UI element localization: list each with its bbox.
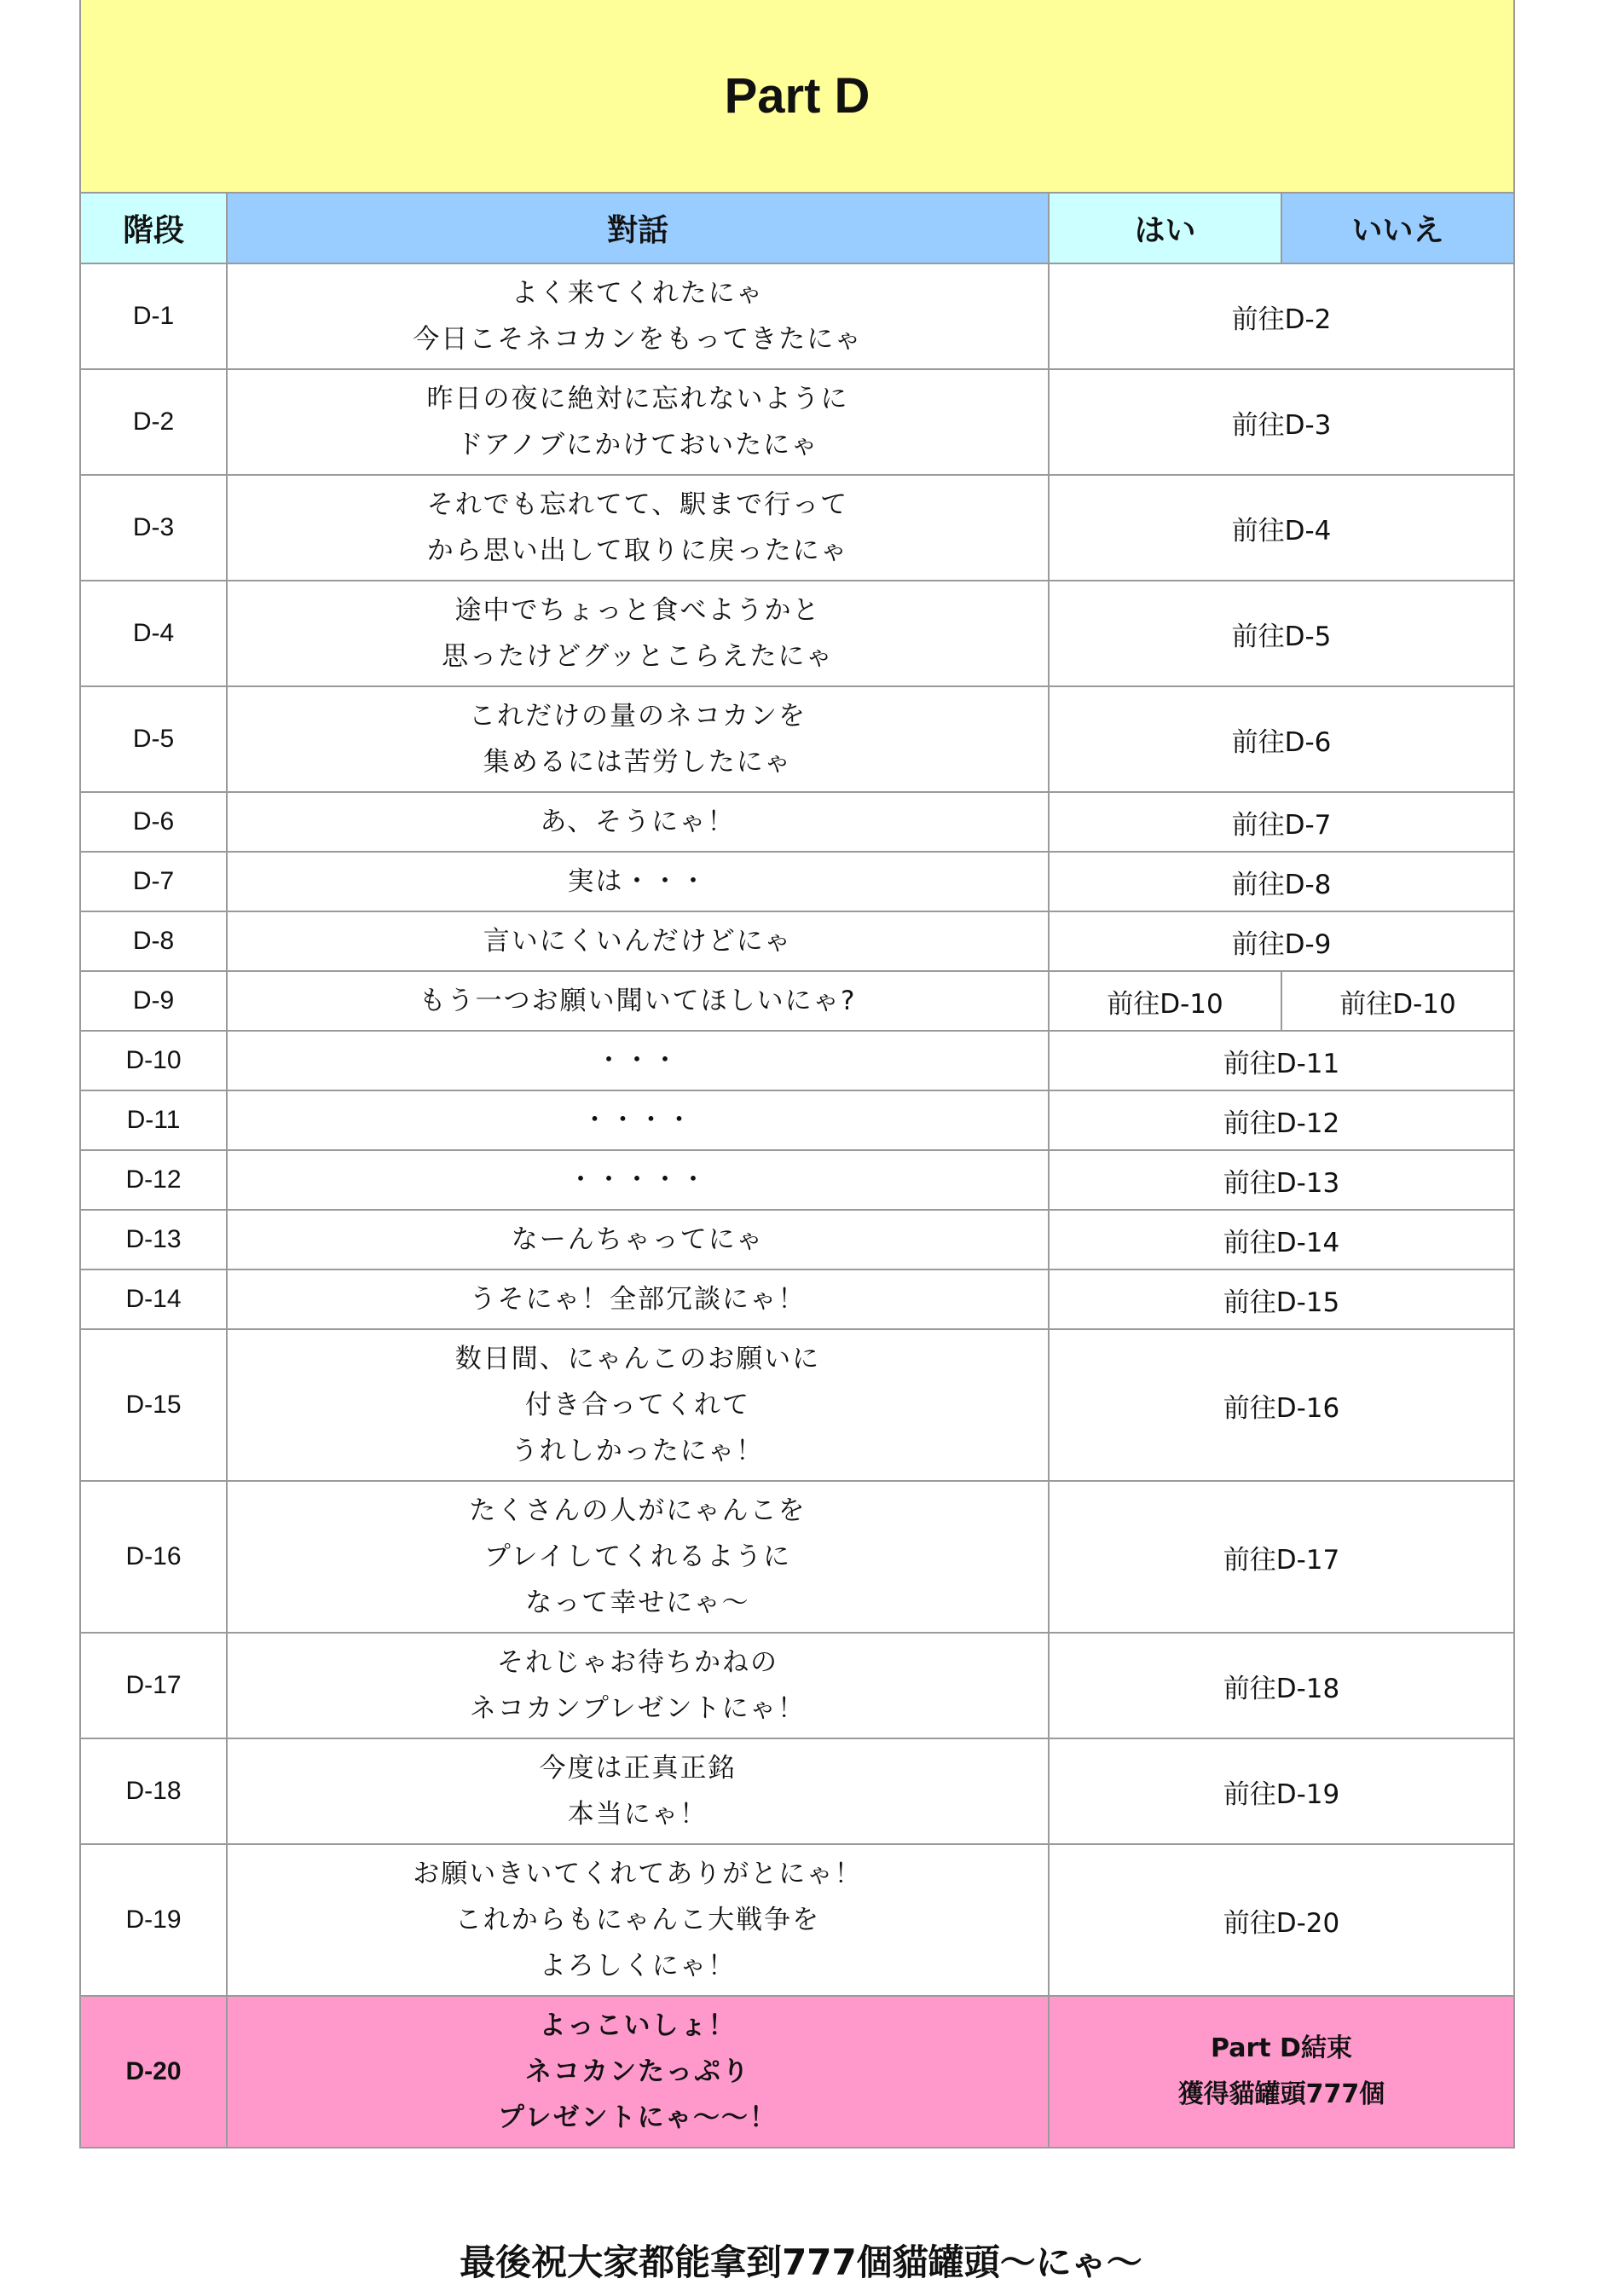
result-cell: 前往D-11: [1049, 1031, 1514, 1090]
table-row: [80, 1329, 1514, 1481]
table-row: [80, 971, 1514, 1031]
dialog-line: ネコカンプレゼントにゃ！: [469, 1693, 807, 1724]
dialog-cell: [227, 911, 1049, 971]
dialog-cell: [227, 1844, 1049, 1996]
step-cell: D-8: [80, 911, 227, 971]
result-cell: 前往D-5: [1049, 581, 1514, 686]
dialog-line: うそにゃ！全部冗談にゃ！: [469, 1284, 807, 1315]
dialog-line: ドアノブにかけておいたにゃ: [456, 430, 819, 460]
step-cell: D-3: [80, 475, 227, 581]
result-cell: 前往D-14: [1049, 1210, 1514, 1269]
header-no: いいえ: [1281, 193, 1514, 263]
result-cell: 前往D-16: [1049, 1329, 1514, 1481]
result-cell: 前往D-4: [1049, 475, 1514, 581]
dialog-cell: [227, 475, 1049, 581]
dialog-line: プレゼントにゃ～～！: [497, 2102, 778, 2133]
dialog-line: 思ったけどグッとこらえたにゃ: [442, 641, 834, 672]
step-cell: D-17: [80, 1633, 227, 1738]
header-step: 階段: [80, 193, 227, 263]
table-row: [80, 1481, 1514, 1633]
step-cell: D-12: [80, 1150, 227, 1210]
dialog-cell: [227, 686, 1049, 792]
dialog-line: それでも忘れてて、駅まで行って: [426, 489, 849, 520]
dialog-cell: [227, 1481, 1049, 1633]
dialog-cell: [227, 971, 1049, 1031]
step-cell: D-7: [80, 852, 227, 911]
dialog-line: これだけの量のネコカンを: [469, 701, 807, 732]
table-title: Part D: [80, 0, 1514, 193]
dialog-line: あ、そうにゃ！: [540, 807, 736, 837]
table-row: [80, 1738, 1514, 1844]
step-cell: D-14: [80, 1269, 227, 1329]
step-cell: D-13: [80, 1210, 227, 1269]
step-cell: D-1: [80, 263, 227, 369]
table-row: [80, 686, 1514, 792]
dialog-line: うれしかったにゃ！: [511, 1436, 765, 1466]
dialog-line: ・・・・: [581, 1105, 694, 1136]
step-cell: D-19: [80, 1844, 227, 1996]
dialog-line: たくさんの人がにゃんこを: [469, 1495, 807, 1526]
result-cell: 前往D-18: [1049, 1633, 1514, 1738]
dialog-cell: [227, 581, 1049, 686]
dialog-line: 言いにくいんだけどにゃ: [483, 926, 793, 957]
part-d-table-wrapper: [79, 0, 1513, 2149]
footer-message: 最後祝大家都能拿到777個貓罐頭～にゃ～: [460, 2241, 1142, 2283]
dialog-line: 集めるには苦労したにゃ: [483, 747, 793, 778]
dialog-cell: [227, 1150, 1049, 1210]
step-cell: D-20: [80, 1996, 227, 2148]
dialog-line: 本当にゃ！: [567, 1799, 708, 1830]
table-row: [80, 1210, 1514, 1269]
table-row: [80, 263, 1514, 369]
step-cell: D-2: [80, 369, 227, 475]
table-row: [80, 1150, 1514, 1210]
dialog-line: よっこいしょ！: [539, 2010, 737, 2041]
yes-result-cell: 前往D-10: [1049, 971, 1281, 1031]
dialog-line: これからもにゃんこ大戦争を: [454, 1905, 821, 1935]
dialog-line: から思い出して取りに戻ったにゃ: [426, 535, 849, 566]
dialog-cell: [227, 1996, 1049, 2148]
dialog-line: 途中でちょっと食べようかと: [454, 595, 821, 626]
table-row: [80, 581, 1514, 686]
result-cell: 前往D-12: [1049, 1090, 1514, 1150]
table-row: [80, 1269, 1514, 1329]
result-cell: [1049, 1996, 1514, 2148]
dialog-line: よろしくにゃ！: [539, 1951, 737, 1981]
result-line: 獲得貓罐頭777個: [1177, 2079, 1385, 2109]
result-cell: 前往D-3: [1049, 369, 1514, 475]
dialog-table: [79, 0, 1515, 2149]
dialog-line: ・・・: [595, 1045, 680, 1076]
dialog-cell: [227, 852, 1049, 911]
dialog-cell: [227, 1031, 1049, 1090]
result-cell: 前往D-8: [1049, 852, 1514, 911]
dialog-line: 今日こそネコカンをもってきたにゃ: [413, 324, 863, 355]
table-row: [80, 911, 1514, 971]
table-row: [80, 1090, 1514, 1150]
header-yes: はい: [1049, 193, 1281, 263]
table-row: [80, 369, 1514, 475]
dialog-line: ・・・・・: [567, 1165, 708, 1195]
step-cell: D-10: [80, 1031, 227, 1090]
dialog-cell: [227, 263, 1049, 369]
result-cell: 前往D-17: [1049, 1481, 1514, 1633]
table-row: [80, 1996, 1514, 2148]
result-cell: 前往D-13: [1049, 1150, 1514, 1210]
dialog-cell: [227, 1269, 1049, 1329]
dialog-cell: [227, 1210, 1049, 1269]
step-cell: D-15: [80, 1329, 227, 1481]
dialog-cell: [227, 369, 1049, 475]
step-cell: D-5: [80, 686, 227, 792]
dialog-line: それじゃお待ちかねの: [497, 1647, 778, 1678]
table-row: [80, 475, 1514, 581]
dialog-line: 数日間、にゃんこのお願いに: [454, 1344, 821, 1374]
step-cell: D-18: [80, 1738, 227, 1844]
table-row: [80, 1844, 1514, 1996]
step-cell: D-4: [80, 581, 227, 686]
dialog-line: プレイしてくれるように: [483, 1541, 792, 1572]
dialog-line: ネコカンたっぷり: [525, 2056, 750, 2087]
result-cell: 前往D-2: [1049, 263, 1514, 369]
dialog-line: もう一つお願い聞いてほしいにゃ?: [419, 986, 857, 1016]
dialog-line: なって幸せにゃ～: [525, 1588, 750, 1618]
table-row: [80, 1633, 1514, 1738]
result-cell: 前往D-15: [1049, 1269, 1514, 1329]
result-cell: 前往D-9: [1049, 911, 1514, 971]
dialog-line: 実は・・・: [567, 866, 708, 897]
dialog-cell: [227, 1738, 1049, 1844]
table-row: [80, 852, 1514, 911]
dialog-cell: [227, 792, 1049, 852]
step-cell: D-9: [80, 971, 227, 1031]
result-cell: 前往D-20: [1049, 1844, 1514, 1996]
step-cell: D-11: [80, 1090, 227, 1150]
dialog-line: 今度は正真正銘: [539, 1753, 737, 1784]
dialog-line: 昨日の夜に絶対に忘れないように: [426, 384, 849, 414]
result-cell: 前往D-7: [1049, 792, 1514, 852]
no-result-cell: 前往D-10: [1281, 971, 1514, 1031]
step-cell: D-6: [80, 792, 227, 852]
dialog-line: お願いきいてくれてありがとにゃ！: [413, 1859, 863, 1889]
dialog-cell: [227, 1633, 1049, 1738]
dialog-line: よく来てくれたにゃ: [511, 278, 765, 309]
table-row: [80, 1031, 1514, 1090]
result-cell: 前往D-19: [1049, 1738, 1514, 1844]
header-dialog: 對話: [227, 193, 1049, 263]
dialog-cell: [227, 1090, 1049, 1150]
step-cell: D-16: [80, 1481, 227, 1633]
result-line: Part D結束: [1211, 2033, 1352, 2063]
table-body: [80, 263, 1514, 2148]
table-row: [80, 792, 1514, 852]
result-cell: 前往D-6: [1049, 686, 1514, 792]
dialog-line: 付き合ってくれて: [525, 1390, 750, 1420]
dialog-cell: [227, 1329, 1049, 1481]
dialog-line: なーんちゃってにゃ: [511, 1224, 765, 1255]
